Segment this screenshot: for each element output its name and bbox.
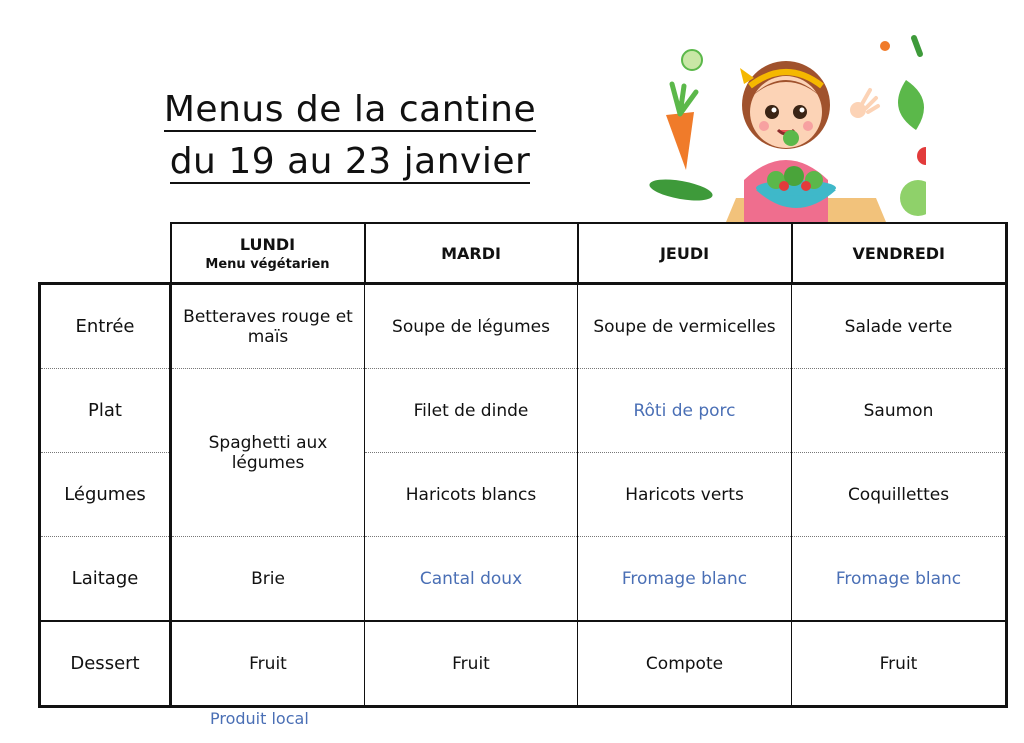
cell-mardi-entree: Soupe de légumes [365,284,578,369]
day-note: Menu végétarien [205,256,330,272]
cell-vendredi-plat: Saumon [792,369,1007,453]
cell-jeudi-entree: Soupe de vermicelles [578,284,792,369]
cell-jeudi-dessert: Compote [578,621,792,707]
row-laitage [40,537,1007,622]
title-line-2: du 19 au 23 janvier [169,141,531,182]
cell-mardi-laitage: Cantal doux [365,537,578,622]
row-dessert [40,621,1007,707]
row-label: Plat [40,369,171,453]
menu-table [38,222,1008,708]
cell-vendredi-legumes: Coquillettes [792,453,1007,537]
legend-produit-local: Produit local [210,709,309,728]
cell-lundi-dessert: Fruit [171,621,365,707]
cell-vendredi-entree: Salade verte [792,284,1007,369]
cell-vendredi-laitage: Fromage blanc [792,537,1007,622]
row-label: Dessert [40,621,171,707]
cell-jeudi-plat: Rôti de porc [578,369,792,453]
page-title [150,84,550,188]
row-label: Entrée [40,284,171,369]
title-line-1: Menus de la cantine [163,89,537,130]
row-label: Laitage [40,537,171,622]
header-row [40,223,1007,284]
row-label: Légumes [40,453,171,537]
cell-jeudi-laitage: Fromage blanc [578,537,792,622]
row-plat [40,369,1007,453]
girl-eating-salad-icon [636,30,926,222]
cell-mardi-legumes: Haricots blancs [365,453,578,537]
cell-lundi-laitage: Brie [171,537,365,622]
header-lundi [171,223,365,284]
cell-vendredi-dessert: Fruit [792,621,1007,707]
header-jeudi [578,223,792,284]
header-vendredi [792,223,1007,284]
header-mardi [365,223,578,284]
day-name: LUNDI [239,234,296,254]
row-entree [40,284,1007,369]
cell-mardi-plat: Filet de dinde [365,369,578,453]
cell-lundi-plat-legumes: Spaghetti aux légumes [171,369,365,537]
cell-mardi-dessert: Fruit [365,621,578,707]
day-name: JEUDI [659,243,710,263]
cell-jeudi-legumes: Haricots verts [578,453,792,537]
day-name: VENDREDI [852,243,945,263]
corner-cell [40,223,171,284]
cell-lundi-entree: Betteraves rouge et maïs [171,284,365,369]
day-name: MARDI [441,243,501,263]
